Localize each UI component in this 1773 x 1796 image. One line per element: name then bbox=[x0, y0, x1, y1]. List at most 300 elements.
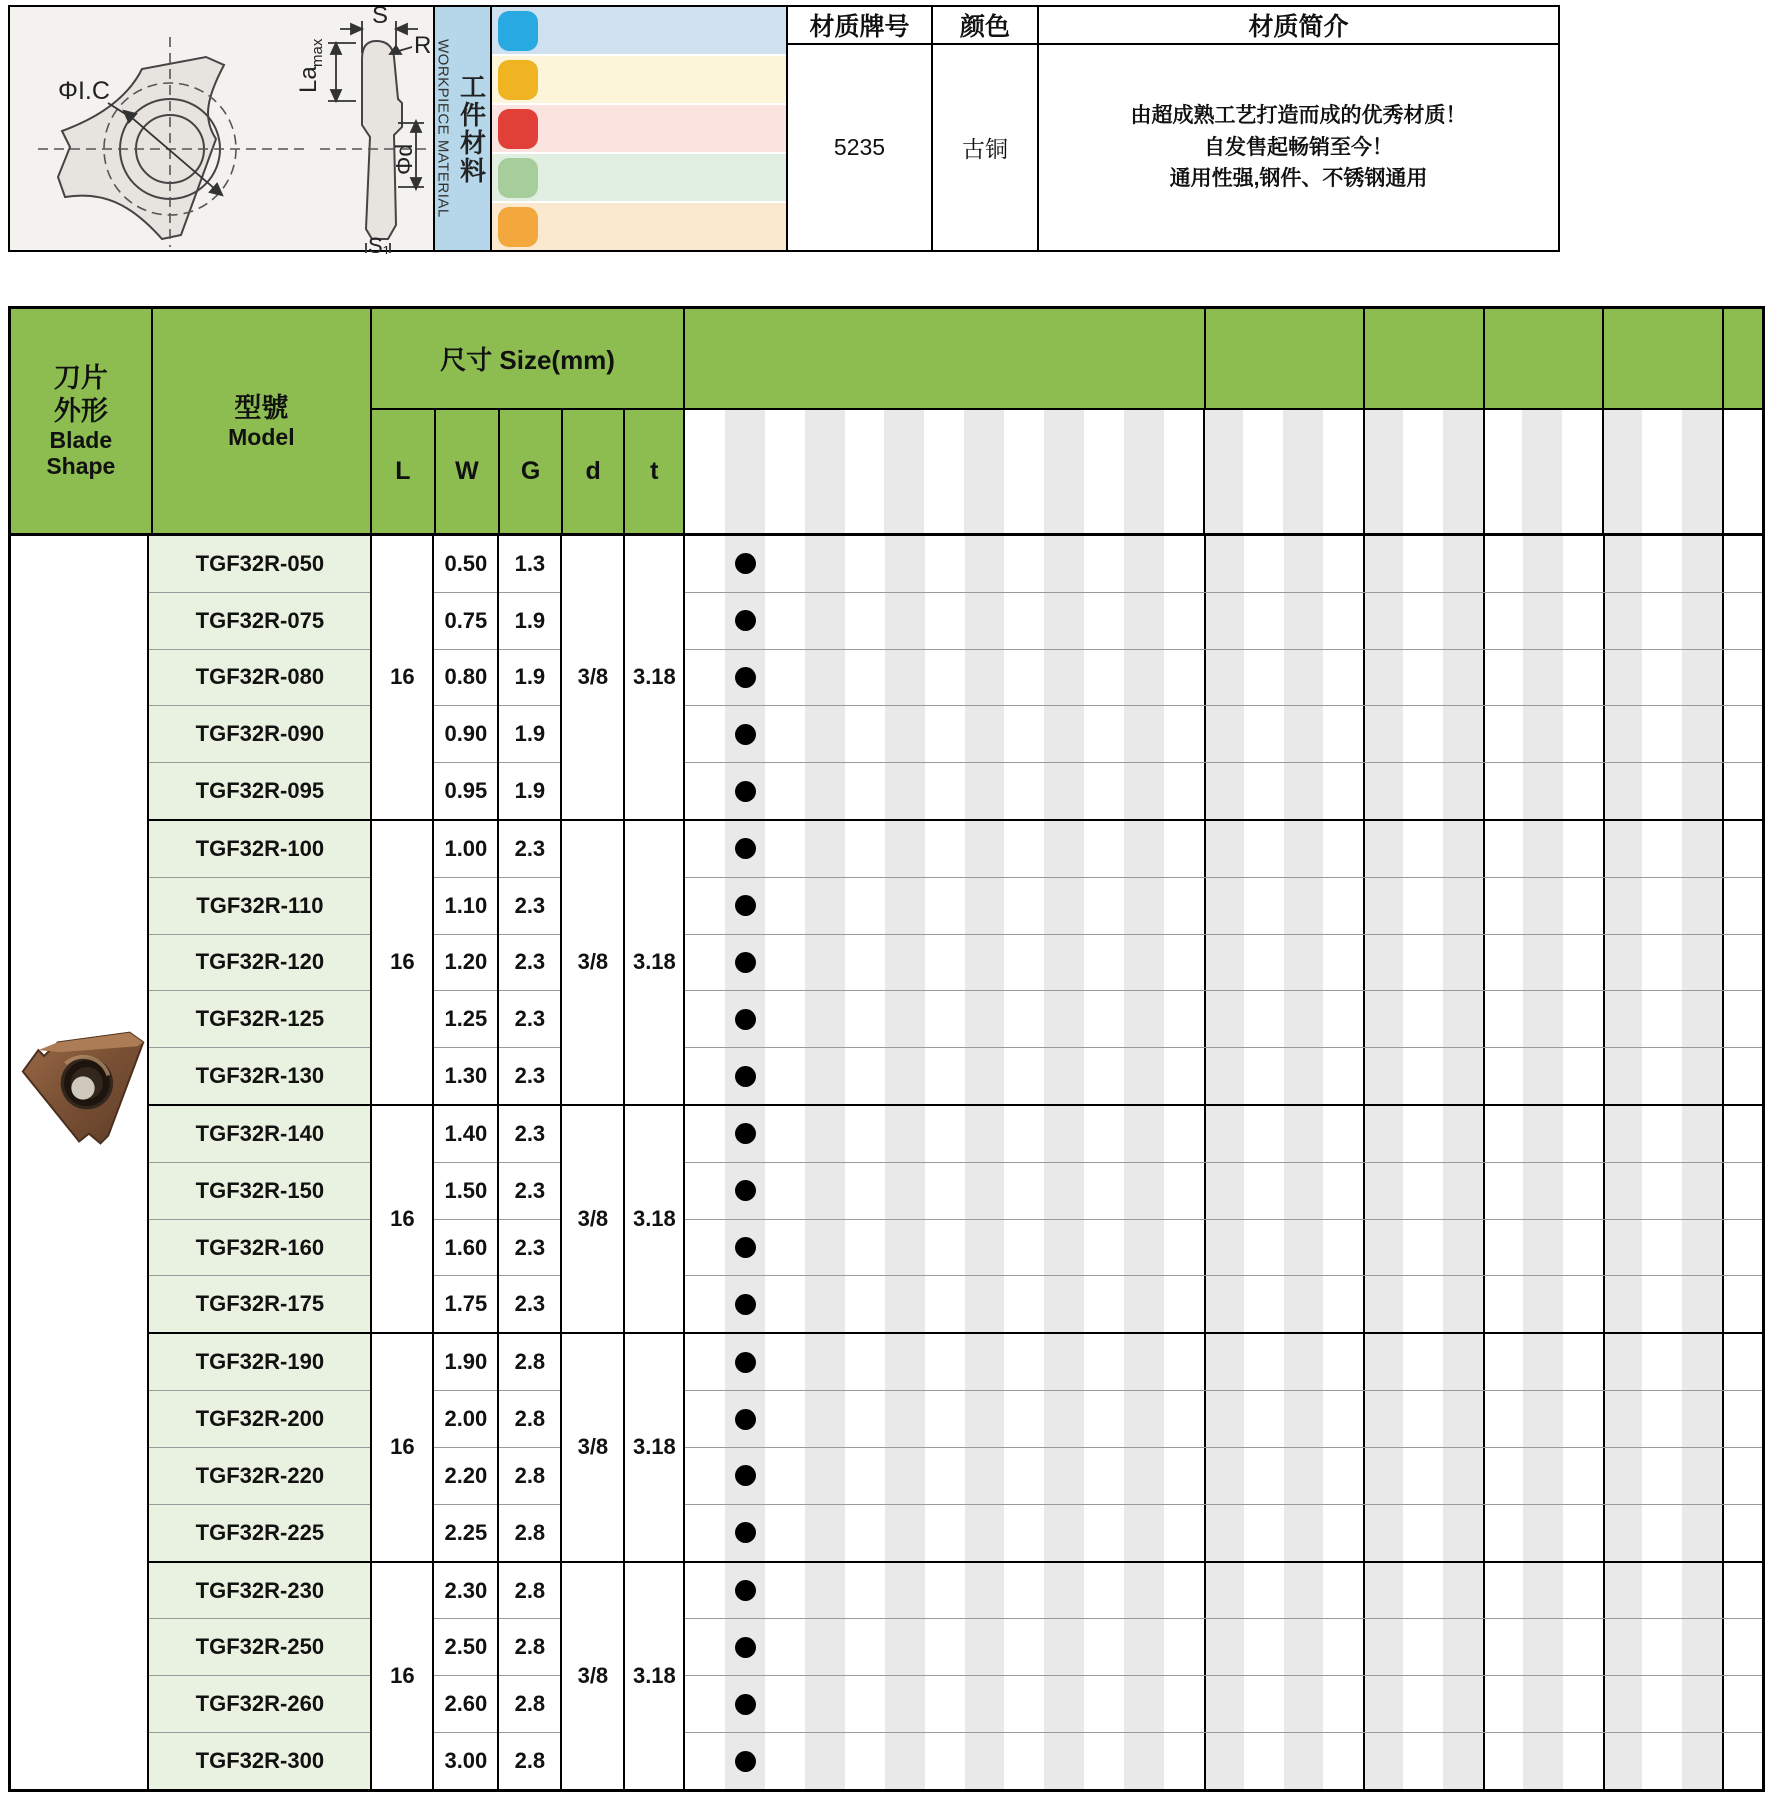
grade-cell-EG820-J bbox=[1323, 1448, 1363, 1504]
grade-cell-EG8200-M bbox=[1124, 763, 1164, 819]
G-cell: 2.3 bbox=[499, 821, 560, 878]
grade-cell-RD5215H bbox=[1363, 1334, 1403, 1390]
grade-cell-RDT6255 bbox=[1642, 1563, 1682, 1619]
grade-cell-EG820-JH bbox=[1084, 991, 1124, 1047]
grade-cell-RDT6255 bbox=[1642, 1676, 1682, 1732]
grade-cell-RD5235-88 bbox=[765, 536, 805, 592]
grade-cell-EGZZ5255 bbox=[1563, 1676, 1603, 1732]
grade-cell-EG9335J bbox=[1443, 1334, 1483, 1390]
grade-cell-EG820-J bbox=[1323, 1619, 1363, 1675]
grade-cell-EG9335-J66 bbox=[1284, 1563, 1324, 1619]
grade-cell-RD5555 bbox=[925, 1048, 965, 1104]
grade-cell-EG820-J bbox=[1323, 821, 1363, 877]
grade-cell-RD5235-V1 bbox=[805, 1505, 845, 1561]
grade-cell-EG8200-M bbox=[1124, 1048, 1164, 1104]
grade-cell-EG5555 bbox=[1164, 1163, 1204, 1219]
material-legend-row-m bbox=[492, 56, 786, 103]
grade-cell-EG8200-M bbox=[1124, 878, 1164, 934]
grade-availability-row bbox=[685, 536, 1762, 593]
grade-cell-RD820-J bbox=[1244, 763, 1284, 819]
grade-cell-RD6255 bbox=[1603, 821, 1643, 877]
description-line: 由超成熟工艺打造而成的优秀材质！ bbox=[1130, 104, 1467, 128]
grade-cell-RD6235-F66 bbox=[685, 1048, 725, 1104]
model-cell: TGF32R-120 bbox=[149, 935, 370, 992]
model-cell: TGF32R-300 bbox=[149, 1733, 370, 1789]
grade-cell-RD820-H bbox=[885, 935, 925, 991]
label-r: R bbox=[414, 32, 432, 59]
grade-cell-RD6235-J66 bbox=[1204, 1163, 1244, 1219]
grade-cell-RD5235 bbox=[725, 1334, 765, 1390]
grade-cell-RD5235-88 bbox=[765, 935, 805, 991]
grade-availability-row bbox=[685, 1619, 1762, 1676]
grade-cell-RD6235-J66 bbox=[1204, 878, 1244, 934]
grade-availability-row bbox=[685, 650, 1762, 707]
grade-cell-RD6235-F66 bbox=[685, 536, 725, 592]
grade-cell-EG9335-V1 bbox=[1004, 1048, 1044, 1104]
grade-cell-RD5555 bbox=[925, 1676, 965, 1732]
grade-cell-RD5555 bbox=[925, 536, 965, 592]
grade-cell-EG9335-G1 bbox=[1403, 1334, 1443, 1390]
grade-column-header-RD666 bbox=[1682, 410, 1722, 533]
availability-dot bbox=[735, 610, 756, 631]
grade-cell-RDT6255 bbox=[1642, 1448, 1682, 1504]
grade-cell-RD820-H bbox=[885, 763, 925, 819]
grade-cell-EG9335-J66 bbox=[1284, 821, 1324, 877]
grade-cell-EG9335-V88 bbox=[1044, 1163, 1084, 1219]
grade-cell-RDT6255 bbox=[1642, 593, 1682, 649]
grade-cell-RD3225 bbox=[1722, 1048, 1762, 1104]
grade-cell-RD820-JH bbox=[845, 1391, 885, 1447]
model-header-en: Model bbox=[228, 423, 295, 450]
grade-cell-RD5555 bbox=[925, 1448, 965, 1504]
grade-cell-RD5235-V1 bbox=[805, 991, 845, 1047]
grade-cell-EGZ5255 bbox=[1523, 763, 1563, 819]
grade-cell-EGZZ5255 bbox=[1563, 593, 1603, 649]
grade-cell-RD5235-V1 bbox=[805, 821, 845, 877]
grade-cell-RD820-H bbox=[885, 706, 925, 762]
grade-cell-RD5235-88 bbox=[765, 1334, 805, 1390]
grade-cell-RD820-JH bbox=[845, 1334, 885, 1390]
grade-availability-row bbox=[685, 706, 1762, 763]
grade-column-header-RD820-J bbox=[1243, 410, 1283, 533]
grade-availability-row bbox=[685, 878, 1762, 935]
grade-cell-EG5555 bbox=[1164, 1733, 1204, 1789]
L-value: 16 bbox=[372, 821, 434, 1104]
grade-cell-RD5235-V1 bbox=[805, 706, 845, 762]
grade-cell-EG8200-M bbox=[1124, 1276, 1164, 1332]
grade-cell-RD5235 bbox=[725, 1220, 765, 1276]
grade-cell-RD666 bbox=[1682, 1563, 1722, 1619]
grade-cell-EG5555 bbox=[1164, 593, 1204, 649]
grade-cell-RD5235-V1 bbox=[805, 1391, 845, 1447]
grade-cell-EG9335-J66 bbox=[1284, 1048, 1324, 1104]
grade-cell-RD820-JH bbox=[845, 1048, 885, 1104]
grade-cell-RD5255 bbox=[1483, 1220, 1523, 1276]
grade-cell-EG9335-G1 bbox=[1403, 1220, 1443, 1276]
grade-cell-EG9335-V99 bbox=[965, 991, 1005, 1047]
grade-cell-EG8200-M bbox=[1124, 1676, 1164, 1732]
grade-column-header-RD820-H bbox=[884, 410, 924, 533]
grade-cell-RD5235-V1 bbox=[805, 1448, 845, 1504]
t-value: 3.18 bbox=[625, 536, 685, 819]
material-badge-s bbox=[498, 207, 538, 247]
grade-availability-row bbox=[685, 1163, 1762, 1220]
grade-cell-EGZZ5255 bbox=[1563, 1448, 1603, 1504]
grade-cell-EGZZ5255 bbox=[1563, 878, 1603, 934]
grade-cell-RD666 bbox=[1682, 1505, 1722, 1561]
material-legend-row-p bbox=[492, 7, 786, 54]
W-cell: 1.30 bbox=[434, 1048, 497, 1104]
grade-cell-RD6235-J66 bbox=[1204, 593, 1244, 649]
grade-cell-RD820-JH bbox=[845, 650, 885, 706]
material-color-value: 古铜 bbox=[933, 45, 1039, 250]
grade-cell-RD3225 bbox=[1722, 1448, 1762, 1504]
grade-column-header-RD3225 bbox=[1722, 410, 1762, 533]
grade-cell-EG820-J bbox=[1323, 593, 1363, 649]
grade-cell-RD5255 bbox=[1483, 1048, 1523, 1104]
W-cell: 2.20 bbox=[434, 1448, 497, 1505]
grade-cell-RD820-J bbox=[1244, 1334, 1284, 1390]
size-subheaders bbox=[372, 410, 683, 533]
grade-cell-EG9335-V88 bbox=[1044, 1619, 1084, 1675]
grade-cell-EG9335-G1 bbox=[1403, 1048, 1443, 1104]
grade-cell-EG820-JH bbox=[1084, 1505, 1124, 1561]
grade-cell-RD820-JH bbox=[845, 706, 885, 762]
grade-cell-EG9335-V1 bbox=[1004, 1733, 1044, 1789]
grade-cell-RD6255 bbox=[1603, 1048, 1643, 1104]
grade-cell-EG820-J bbox=[1323, 536, 1363, 592]
model-cell: TGF32R-140 bbox=[149, 1106, 370, 1163]
grade-cell-RD820-JH bbox=[845, 1733, 885, 1789]
grade-cell-EG820-J bbox=[1323, 1334, 1363, 1390]
grade-cell-EG8200-M bbox=[1124, 1448, 1164, 1504]
grade-cell-RD820-J bbox=[1244, 1619, 1284, 1675]
grade-cell-RD5255 bbox=[1483, 935, 1523, 991]
blade-shape-column bbox=[11, 536, 149, 1789]
grade-cell-RD6235-F66 bbox=[685, 1334, 725, 1390]
grade-cell-RD5555 bbox=[925, 1276, 965, 1332]
grade-cell-EG9335-V99 bbox=[965, 1048, 1005, 1104]
grade-cell-EG9335-V88 bbox=[1044, 650, 1084, 706]
grade-cell-RD6255 bbox=[1603, 1619, 1643, 1675]
grade-cell-EGZ5255 bbox=[1523, 593, 1563, 649]
grade-cell-RDT6255 bbox=[1642, 1106, 1682, 1162]
grade-group-header-3 bbox=[1363, 309, 1483, 408]
grade-column-header-RD6235-J66 bbox=[1203, 410, 1243, 533]
model-cell: TGF32R-230 bbox=[149, 1563, 370, 1620]
grade-cell-EG9335-V99 bbox=[965, 650, 1005, 706]
grade-column-header-EGZ5255 bbox=[1522, 410, 1562, 533]
grade-cell-RD820-JH bbox=[845, 1106, 885, 1162]
grade-cell-RD5215H bbox=[1363, 536, 1403, 592]
grade-cell-RD6255 bbox=[1603, 1448, 1643, 1504]
grade-cell-RD5255 bbox=[1483, 1448, 1523, 1504]
grade-cell-EG9335-V99 bbox=[965, 1505, 1005, 1561]
grade-cell-RD820-J bbox=[1244, 1276, 1284, 1332]
grade-cell-RD5215H bbox=[1363, 650, 1403, 706]
grade-cell-RD5235-V1 bbox=[805, 1048, 845, 1104]
d-value: 3/8 bbox=[562, 1334, 625, 1560]
grade-cell-EGZ5255 bbox=[1523, 1676, 1563, 1732]
grade-cell-EG9335J bbox=[1443, 593, 1483, 649]
grade-cell-EGZZ5255 bbox=[1563, 1106, 1603, 1162]
material-legend-row-s bbox=[492, 203, 786, 250]
grade-cell-EG820-JH bbox=[1084, 706, 1124, 762]
grade-availability-row bbox=[685, 1391, 1762, 1448]
grade-group-header-4 bbox=[1483, 309, 1603, 408]
grade-cell-RD5215H bbox=[1363, 1563, 1403, 1619]
grade-cell-EGZ5255 bbox=[1523, 1163, 1563, 1219]
grade-cell-RD666 bbox=[1682, 1106, 1722, 1162]
grade-cell-EG9335J bbox=[1443, 1106, 1483, 1162]
grade-cell-EG9335J bbox=[1443, 1220, 1483, 1276]
grade-cell-RD5235 bbox=[725, 1563, 765, 1619]
grade-cell-EG8200-M bbox=[1124, 706, 1164, 762]
W-cell: 1.75 bbox=[434, 1276, 497, 1332]
blade-shape-header-zh1: 刀片 bbox=[53, 363, 108, 394]
grade-cell-EG9335-V99 bbox=[965, 878, 1005, 934]
grade-column-header-EG9335-J66 bbox=[1283, 410, 1323, 533]
material-badge-p bbox=[498, 11, 538, 51]
grade-cell-RD5215H bbox=[1363, 1733, 1403, 1789]
grade-cell-RD820-H bbox=[885, 1563, 925, 1619]
label-la: La bbox=[295, 66, 322, 93]
label-s1: S₁ bbox=[368, 233, 391, 254]
grade-cell-RD5555 bbox=[925, 1391, 965, 1447]
grade-cell-RD3225 bbox=[1722, 1220, 1762, 1276]
grade-cell-EGZ5255 bbox=[1523, 821, 1563, 877]
grade-cell-RD820-JH bbox=[845, 1276, 885, 1332]
grade-availability-row bbox=[685, 1505, 1762, 1561]
grade-cell-RD5255 bbox=[1483, 1334, 1523, 1390]
t-value: 3.18 bbox=[625, 1563, 685, 1789]
grade-cell-RD5215H bbox=[1363, 1276, 1403, 1332]
grade-cell-EG9335-V1 bbox=[1004, 1334, 1044, 1390]
blade-technical-drawing bbox=[10, 7, 435, 254]
grade-cell-RD820-H bbox=[885, 991, 925, 1047]
grade-cell-RD3225 bbox=[1722, 1163, 1762, 1219]
grade-cell-EG9335-J66 bbox=[1284, 536, 1324, 592]
grade-cell-RD5235-88 bbox=[765, 763, 805, 819]
grade-cell-RD666 bbox=[1682, 1334, 1722, 1390]
size-col-header-L: L bbox=[372, 410, 434, 533]
grade-cell-RD6255 bbox=[1603, 1276, 1643, 1332]
grade-cell-EG9335-G1 bbox=[1403, 763, 1443, 819]
grade-cell-EG9335-V1 bbox=[1004, 935, 1044, 991]
grade-cell-RD5235-V1 bbox=[805, 536, 845, 592]
grade-cell-RD666 bbox=[1682, 1676, 1722, 1732]
grade-cell-RD820-JH bbox=[845, 763, 885, 819]
grade-cell-EG9335-V99 bbox=[965, 1619, 1005, 1675]
grade-availability-row bbox=[685, 821, 1762, 878]
grade-cell-RD820-JH bbox=[845, 536, 885, 592]
insert-product-photo bbox=[15, 1026, 151, 1152]
grade-cell-RD5235-88 bbox=[765, 593, 805, 649]
grade-cell-EG9335-V99 bbox=[965, 821, 1005, 877]
availability-dot bbox=[735, 1009, 756, 1030]
grade-cell-EG8200-M bbox=[1124, 935, 1164, 991]
grade-cell-EG9335-V1 bbox=[1004, 1163, 1044, 1219]
size-col-header-t: t bbox=[623, 410, 683, 533]
grade-cell-RD6235-J66 bbox=[1204, 763, 1244, 819]
grade-column-header-EG8200-M bbox=[1124, 410, 1164, 533]
grade-cell-RD3225 bbox=[1722, 878, 1762, 934]
availability-dot bbox=[735, 1066, 756, 1087]
grade-cell-RD6235-F66 bbox=[685, 1220, 725, 1276]
grade-cell-EG5555 bbox=[1164, 1563, 1204, 1619]
grade-cell-RDT6255 bbox=[1642, 935, 1682, 991]
grade-cell-RD6235-J66 bbox=[1204, 1676, 1244, 1732]
grade-cell-EG9335-V88 bbox=[1044, 1676, 1084, 1732]
availability-dot bbox=[735, 1637, 756, 1658]
grade-cell-RD5255 bbox=[1483, 878, 1523, 934]
grade-cell-EG820-JH bbox=[1084, 1276, 1124, 1332]
grade-cell-EG9335J bbox=[1443, 878, 1483, 934]
grade-cell-EG9335J bbox=[1443, 1048, 1483, 1104]
grade-cell-RD5215H bbox=[1363, 593, 1403, 649]
t-value: 3.18 bbox=[625, 1106, 685, 1332]
material-description bbox=[1039, 45, 1558, 250]
grade-cell-RDT6255 bbox=[1642, 1048, 1682, 1104]
grade-cell-RD5235 bbox=[725, 650, 765, 706]
grade-cell-EG9335-V99 bbox=[965, 536, 1005, 592]
grade-cell-RDT6255 bbox=[1642, 536, 1682, 592]
grade-cell-RD6235-J66 bbox=[1204, 1619, 1244, 1675]
grade-cell-EG820-J bbox=[1323, 1505, 1363, 1561]
grade-cell-RD820-H bbox=[885, 1048, 925, 1104]
grade-cell-RD5235 bbox=[725, 878, 765, 934]
W-cell: 1.00 bbox=[434, 821, 497, 878]
grade-cell-EG9335-G1 bbox=[1403, 1676, 1443, 1732]
grade-cell-EGZZ5255 bbox=[1563, 650, 1603, 706]
grade-cell-EG820-J bbox=[1323, 706, 1363, 762]
grade-cell-EG9335-V1 bbox=[1004, 706, 1044, 762]
availability-dot bbox=[735, 553, 756, 574]
grade-cell-EG5555 bbox=[1164, 1391, 1204, 1447]
grade-cell-RD6235-F66 bbox=[685, 1276, 725, 1332]
grade-cell-RD5215H bbox=[1363, 1448, 1403, 1504]
grade-cell-RD6235-F66 bbox=[685, 1563, 725, 1619]
grade-cell-EG9335-J66 bbox=[1284, 593, 1324, 649]
grade-cell-RD6235-F66 bbox=[685, 1733, 725, 1789]
grade-cell-EG9335J bbox=[1443, 1276, 1483, 1332]
W-cell: 1.10 bbox=[434, 878, 497, 935]
grade-cell-RD5255 bbox=[1483, 1619, 1523, 1675]
grade-cell-RD820-H bbox=[885, 1448, 925, 1504]
grade-cell-EG9335-V1 bbox=[1004, 593, 1044, 649]
material-legend-row-n bbox=[492, 154, 786, 201]
grade-cell-RD666 bbox=[1682, 1220, 1722, 1276]
grade-cell-EG820-J bbox=[1323, 1563, 1363, 1619]
grade-cell-RD5235-V1 bbox=[805, 1619, 845, 1675]
grade-cell-EG5555 bbox=[1164, 1220, 1204, 1276]
grade-cell-EG9335-V99 bbox=[965, 1276, 1005, 1332]
size-col-header-G: G bbox=[498, 410, 561, 533]
grade-cell-EG9335-G1 bbox=[1403, 1733, 1443, 1789]
grade-group-header-6 bbox=[1722, 309, 1762, 408]
technical-drawing-svg bbox=[10, 7, 435, 254]
grade-cell-RD6235-J66 bbox=[1204, 1048, 1244, 1104]
grade-cell-EG9335-V88 bbox=[1044, 1334, 1084, 1390]
grade-cell-RD5235 bbox=[725, 935, 765, 991]
grade-column-header-EGZZ5255 bbox=[1562, 410, 1602, 533]
row-group-4 bbox=[149, 1332, 1762, 1560]
grade-cell-RD5215H bbox=[1363, 763, 1403, 819]
grade-cell-EG9335-V88 bbox=[1044, 1220, 1084, 1276]
grade-cell-EG9335-V99 bbox=[965, 1391, 1005, 1447]
W-cell: 3.00 bbox=[434, 1733, 497, 1789]
grade-cell-RD820-JH bbox=[845, 1563, 885, 1619]
grade-cell-EG820-JH bbox=[1084, 821, 1124, 877]
G-cell: 1.9 bbox=[499, 593, 560, 650]
grade-cell-EG9335-V1 bbox=[1004, 1448, 1044, 1504]
grade-cell-EG9335-G1 bbox=[1403, 1563, 1443, 1619]
grade-cell-RD6235-J66 bbox=[1204, 1276, 1244, 1332]
grade-cell-RD666 bbox=[1682, 1391, 1722, 1447]
grade-cell-RD820-H bbox=[885, 1106, 925, 1162]
material-legend-row-k bbox=[492, 105, 786, 152]
grade-cell-EG9335J bbox=[1443, 1391, 1483, 1447]
grade-cell-EG9335-J66 bbox=[1284, 991, 1324, 1047]
G-cell: 2.8 bbox=[499, 1505, 560, 1561]
grade-cell-EG9335-V1 bbox=[1004, 821, 1044, 877]
grade-cell-RD666 bbox=[1682, 878, 1722, 934]
grade-cell-RD3225 bbox=[1722, 1563, 1762, 1619]
grade-cell-RD5235-88 bbox=[765, 821, 805, 877]
grade-column-header-RD6255 bbox=[1602, 410, 1642, 533]
grade-cell-EGZ5255 bbox=[1523, 878, 1563, 934]
grade-column-header-EG820-J bbox=[1323, 410, 1363, 533]
W-cell: 1.90 bbox=[434, 1334, 497, 1391]
grade-cell-EG8200-M bbox=[1124, 1733, 1164, 1789]
grade-cell-RD820-H bbox=[885, 593, 925, 649]
grade-cell-EGZ5255 bbox=[1523, 1048, 1563, 1104]
size-col-header-W: W bbox=[434, 410, 499, 533]
grade-cell-RD5235-V1 bbox=[805, 935, 845, 991]
grade-cell-RD6235-F66 bbox=[685, 991, 725, 1047]
grade-cell-EG8200-M bbox=[1124, 536, 1164, 592]
grade-cell-RD3225 bbox=[1722, 1106, 1762, 1162]
grade-cell-EG9335-J66 bbox=[1284, 1733, 1324, 1789]
grade-cell-RDT6255 bbox=[1642, 821, 1682, 877]
grade-cell-RD5555 bbox=[925, 763, 965, 819]
grade-cell-RD820-H bbox=[885, 1676, 925, 1732]
grade-cell-RD6235-J66 bbox=[1204, 1563, 1244, 1619]
grade-availability-row bbox=[685, 935, 1762, 992]
grade-cell-RD5255 bbox=[1483, 763, 1523, 819]
model-cell: TGF32R-090 bbox=[149, 706, 370, 763]
grade-cell-RD3225 bbox=[1722, 1276, 1762, 1332]
grade-cell-RD6255 bbox=[1603, 763, 1643, 819]
grade-cell-EGZZ5255 bbox=[1563, 1391, 1603, 1447]
grade-cell-EGZ5255 bbox=[1523, 1448, 1563, 1504]
grade-cell-EGZZ5255 bbox=[1563, 706, 1603, 762]
grade-cell-RD820-JH bbox=[845, 1505, 885, 1561]
grade-cell-RD3225 bbox=[1722, 650, 1762, 706]
grade-cell-RD5235 bbox=[725, 763, 765, 819]
grade-cell-EGZ5255 bbox=[1523, 1563, 1563, 1619]
grade-availability-row bbox=[685, 1448, 1762, 1505]
grade-cell-EG820-JH bbox=[1084, 536, 1124, 592]
grade-cell-RD5235-V1 bbox=[805, 1733, 845, 1789]
grade-cell-EG9335J bbox=[1443, 1733, 1483, 1789]
grade-cell-RD5215H bbox=[1363, 1163, 1403, 1219]
grade-cell-RD820-JH bbox=[845, 1220, 885, 1276]
grade-cell-EG5555 bbox=[1164, 1106, 1204, 1162]
grade-cell-EG9335-G1 bbox=[1403, 706, 1443, 762]
grade-column-header-RD820-JH bbox=[845, 410, 885, 533]
grade-cell-RD6235-F66 bbox=[685, 706, 725, 762]
